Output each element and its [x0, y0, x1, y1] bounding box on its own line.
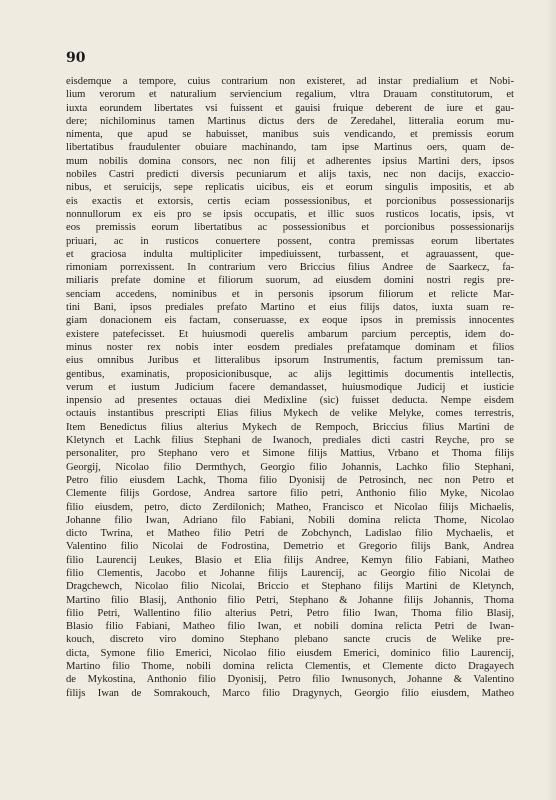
text-line: nibus, et seruicijs, sepe replicatis uicibus, eis et eorum singulis impositis, et ab [66, 182, 514, 194]
text-line: minus noster rex nobis inter eosdem prediales prefatamque dominam et filios [66, 341, 514, 353]
text-line: octauis instantibus prescripti Elias filius Mykech de velike Melyke, comes terrestris, [66, 408, 514, 420]
text-line: senciam accedens, nominibus et in personis ipsorum filiorum et relicte Mar- [66, 288, 514, 300]
text-line: miliaris prefate domine et filiorum suorum, ad eiusdem domini nostri regis pre- [66, 275, 514, 287]
text-line: Georgij, Nicolao filio Dermthych, Georgio filio Johannis, Lachko filio Stephani, [66, 461, 514, 473]
text-line: Petro filio eiusdem Lachk, Thoma filio Dyonisij de Petrosinch, nec non Petro et [66, 474, 514, 486]
text-line: Item Benedictus filius alterius Mykech de Rempoch, Briccius filius Martini de [66, 421, 514, 433]
text-line: dicta, Symone filio Emerici, Nicolao filio eiusdem Emerici, dominico filio Laurencij, [66, 647, 514, 659]
text-line: eius omnibus Juribus et litteralibus ipsorum Instrumentis, factum premissum tan- [66, 355, 514, 367]
text-line: nonnullorum ex eis pro se ipsis occupatis, et illic suos rusticos locatis, ipsis, vt [66, 208, 514, 220]
text-line: giam donacionem eis factam, conseruasse, ex eoque ipsos in premissis innocentes [66, 315, 514, 327]
text-line: nimenta, que apud se habuisset, manibus suis vendicando, et premissis eorum [66, 129, 514, 141]
body-text [66, 75, 514, 700]
text-line: eos premissis eorum libertatibus ac possessionibus et porcionibus possessionarijs [66, 222, 514, 234]
text-line: nobiles Castri predicti diversis pecuniarum et alijs taxis, nec non dacijs, exaccio- [66, 169, 514, 181]
text-line: Blasio filio Fabiani, Matheo filio Iwan, et nobili domina relicta Petri de Iwan- [66, 621, 514, 633]
text-line: personaliter, pro Stephano vero et Simone filijs Mattius, Vrbano et Thoma filijs [66, 448, 514, 460]
text-line: verum et iustum Judicium facere demandasset, huiusmodique Judicij et iusticie [66, 381, 514, 393]
text-line: kouch, discreto viro domino Stephano plebano sancte crucis de Welike pre- [66, 634, 514, 646]
text-line: inpensio ad presentes octauas diei Medixline (sic) fuisset deducta. Nempe eisdem [66, 395, 514, 407]
text-line: existere patefecisset. Et huiusmodi querelis ambarum parcium perceptis, idem do- [66, 328, 514, 340]
text-line: Johanne filio Iwan, Adriano filo Fabiani, Nobili domina relicta Thome, Nicolao [66, 514, 514, 526]
text-line: eisdemque a tempore, cuius contrarium non existeret, ad instar predialium et Nobi- [66, 76, 514, 87]
text-line: dere; nichilominus tamen Martinus dictus ders de Zeredahel, litteralia eorum mu- [66, 115, 514, 127]
text-line: iuxta eorundem libertates vsi fuissent et gauisi fruique deberent de iure et gau- [66, 102, 514, 114]
text-line: de Mykostina, Anthonio filio Dyonisij, Petro filio Iwnusonych, Johanne & Valentino [66, 674, 514, 686]
page-number: 90 [66, 50, 86, 66]
text-line: mum nobilis domina consors, nec non filij et adherentes ipsius Martini ders, ipsos [66, 155, 514, 167]
text-line: filio eiusdem, petro, dicto Zerdilonich; Matheo, Francisco et Nicolao filijs Michaelis, [66, 501, 514, 513]
text-line: filio Laurencij Leukes, Blasio et Elia filijs Andree, Kemyn filio Fabiani, Matheo [66, 554, 514, 566]
text-line: priuari, ac in rusticos conuertere possent, contra premissas eorum libertates [66, 235, 514, 247]
text-line: tini Bani, ipsos prediales prefato Martino et eius filijs datos, iuxta suam re- [66, 302, 514, 314]
text-line: filio Clementis, Jacobo et Johanne filijs Laurencij, ac Georgio filio Nicolai de [66, 567, 514, 579]
text-line: Martino filio Blasij, Anthonio filio Petri, Stephano & Johanne filijs Johannis, Thoma [66, 594, 514, 606]
text-line: eis exactis et extorsis, certis eciam possessionibus, et porcionibus possessionarijs [66, 195, 514, 207]
text-line: Valentino filio Nicolai de Fodrostina, Demetrio et Gregorio filijs Bank, Andrea [66, 541, 514, 553]
text-line: filio Petri, Wallentino filio alterius Petri, Petro filio Iwan, Thoma filio Blasij, [66, 607, 514, 619]
text-line: filijs Iwan de Somrakouch, Marco filio Dragynych, Georgio filio eiusdem, Matheo [66, 687, 514, 699]
text-line: rimoniam porrexissent. In contrarium vero Briccius filius Andree de Saarkecz, fa- [66, 262, 514, 274]
text-line: libertatibus fraudulenter obuiare machinando, tam ipse Martinus oers, quam de- [66, 142, 514, 154]
text-line: Kletynch et Lachk filius Stephani de Iwanoch, prediales dicti castri Reyche, pro se [66, 435, 514, 447]
text-line: et graciosa indulta multipliciter impediuissent, turbassent, et agrauassent, que- [66, 248, 514, 260]
page-edge-shadow [546, 0, 556, 800]
text-line: Martino filio Thome, nobili domina relicta Clementis, et Clemente dicto Dragayech [66, 661, 514, 673]
text-line: gentibus, examinatis, proposicionibusque, ac alijs legittimis documentis intellectis, [66, 368, 514, 380]
text-line: lium verorum et naturalium serviencium regalium, vltra Drauam constitutorum, et [66, 89, 514, 101]
text-line: Dragchewch, Nicolao filio Nicolai, Briccio et Stephano filijs Martini de Kletynch, [66, 581, 514, 593]
text-line: dicto Twrina, et Matheo filio Petri de Zobchynch, Ladislao filio Mychaelis, et [66, 528, 514, 540]
text-line: Clemente filijs Gordose, Andrea sartore filio petri, Anthonio filio Myke, Nicolao [66, 488, 514, 500]
